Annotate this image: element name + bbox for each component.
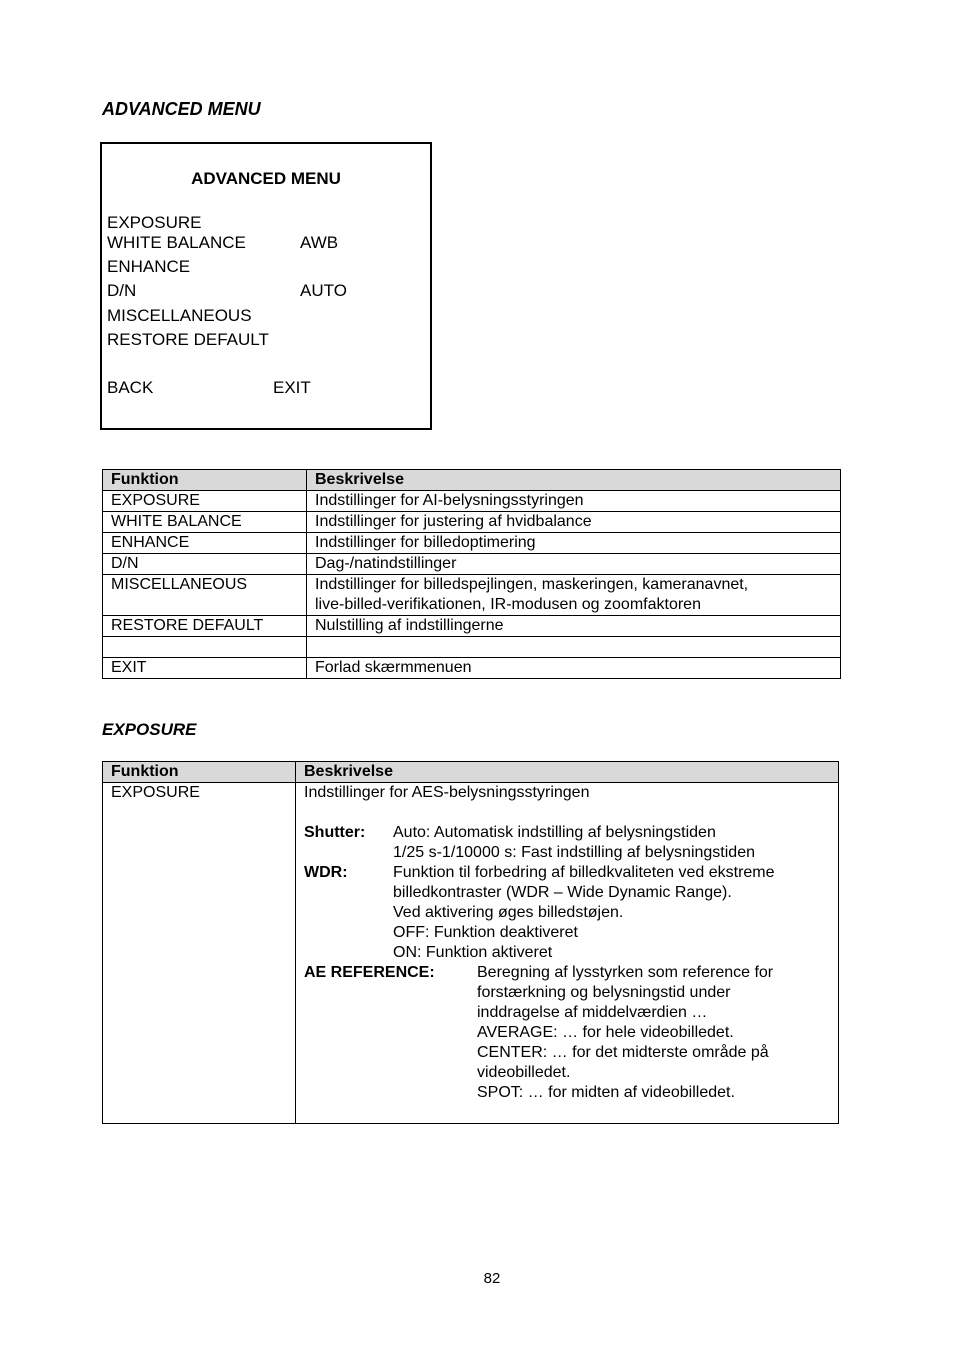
table-row	[103, 554, 841, 575]
section-heading-exposure: EXPOSURE	[102, 720, 197, 739]
param-line: Auto: Automatisk indstilling af belysningstiden	[393, 824, 716, 841]
osd-value-awb: AWB	[300, 233, 339, 252]
cell-desc	[296, 783, 839, 1124]
table-row	[103, 658, 841, 679]
param-line: inddragelse af middelværdien …	[477, 1004, 708, 1021]
param-ae-reference	[304, 963, 838, 1103]
table-row	[103, 491, 841, 512]
osd-value-auto: AUTO	[300, 281, 347, 300]
header-beskrivelse: Beskrivelse	[296, 762, 839, 783]
param-body	[477, 963, 773, 1103]
table-row-empty	[103, 637, 841, 658]
osd-exit: EXIT	[273, 378, 311, 397]
cell-desc	[307, 575, 841, 616]
osd-item-exposure: EXPOSURE	[107, 213, 202, 232]
table-row	[103, 533, 841, 554]
param-line: CENTER: … for det midterste område på	[477, 1044, 769, 1061]
cell-func: MISCELLANEOUS	[103, 575, 307, 616]
cell-func	[103, 637, 307, 658]
header-beskrivelse: Beskrivelse	[307, 470, 841, 491]
page-number: 82	[483, 1270, 501, 1287]
osd-menu-box	[100, 142, 432, 430]
cell-desc-line-2: live-billed-verifikationen, IR-modusen og zoomfaktoren	[315, 596, 701, 613]
param-line: billedkontraster (WDR – Wide Dynamic Range).	[393, 884, 732, 901]
param-line: Ved aktivering øges billedstøjen.	[393, 904, 624, 921]
table-row	[103, 783, 839, 1124]
param-body	[393, 823, 755, 863]
osd-item-restore-default: RESTORE DEFAULT	[107, 330, 269, 349]
param-line: AVERAGE: … for hele videobilledet.	[477, 1024, 734, 1041]
cell-desc: Forlad skærmmenuen	[307, 658, 841, 679]
param-label: WDR:	[304, 864, 348, 881]
param-label: Shutter:	[304, 824, 366, 841]
cell-func: ENHANCE	[103, 533, 307, 554]
osd-item-white-balance: WHITE BALANCE AWB	[107, 233, 339, 252]
cell-desc: Indstillinger for billedoptimering	[307, 533, 841, 554]
cell-func: WHITE BALANCE	[103, 512, 307, 533]
param-line: Beregning af lysstyrken som reference for	[477, 964, 774, 981]
cell-desc: Indstillinger for AI-belysningsstyringen	[307, 491, 841, 512]
header-funktion: Funktion	[103, 470, 307, 491]
cell-func: EXIT	[103, 658, 307, 679]
table-header-row	[103, 470, 841, 491]
table-row	[103, 575, 841, 616]
cell-desc-line-1: Indstillinger for billedspejlingen, maskeringen, kameranavnet,	[315, 576, 749, 593]
section-heading-advanced-menu: ADVANCED MENU	[102, 99, 261, 119]
exposure-table	[102, 761, 839, 1124]
param-label: AE REFERENCE:	[304, 964, 435, 981]
table-row	[103, 512, 841, 533]
param-line: SPOT: … for midten af videobilledet.	[477, 1084, 735, 1101]
cell-desc	[307, 637, 841, 658]
header-funktion: Funktion	[103, 762, 296, 783]
cell-func: EXPOSURE	[103, 491, 307, 512]
osd-item-miscellaneous: MISCELLANEOUS	[107, 306, 252, 325]
param-body	[393, 863, 775, 963]
param-wdr	[304, 863, 838, 963]
param-line: OFF: Funktion deaktiveret	[393, 924, 578, 941]
param-shutter	[304, 823, 838, 863]
cell-func: RESTORE DEFAULT	[103, 616, 307, 637]
table-row	[103, 616, 841, 637]
osd-item-enhance: ENHANCE	[107, 257, 191, 276]
param-line: Funktion til forbedring af billedkvaliteten ved ekstreme	[393, 864, 775, 881]
param-line: forstærkning og belysningstid under	[477, 984, 731, 1001]
cell-desc: Dag-/natindstillinger	[307, 554, 841, 575]
cell-func: D/N	[103, 554, 307, 575]
param-line: ON: Funktion aktiveret	[393, 944, 553, 961]
table-header-row	[103, 762, 839, 783]
cell-desc: Indstillinger for justering af hvidbalance	[307, 512, 841, 533]
function-table	[102, 469, 841, 679]
param-line: 1/25 s-1/10000 s: Fast indstilling af belysningstiden	[393, 844, 755, 861]
osd-item-dn: D/N AUTO	[107, 281, 347, 300]
cell-desc: Nulstilling af indstillingerne	[307, 616, 841, 637]
osd-back: BACK	[107, 378, 154, 397]
osd-menu-title: ADVANCED MENU	[191, 169, 341, 188]
cell-func: EXPOSURE	[103, 783, 296, 1124]
param-line: videobilledet.	[477, 1064, 571, 1081]
exposure-intro: Indstillinger for AES-belysningsstyringen	[304, 784, 590, 801]
